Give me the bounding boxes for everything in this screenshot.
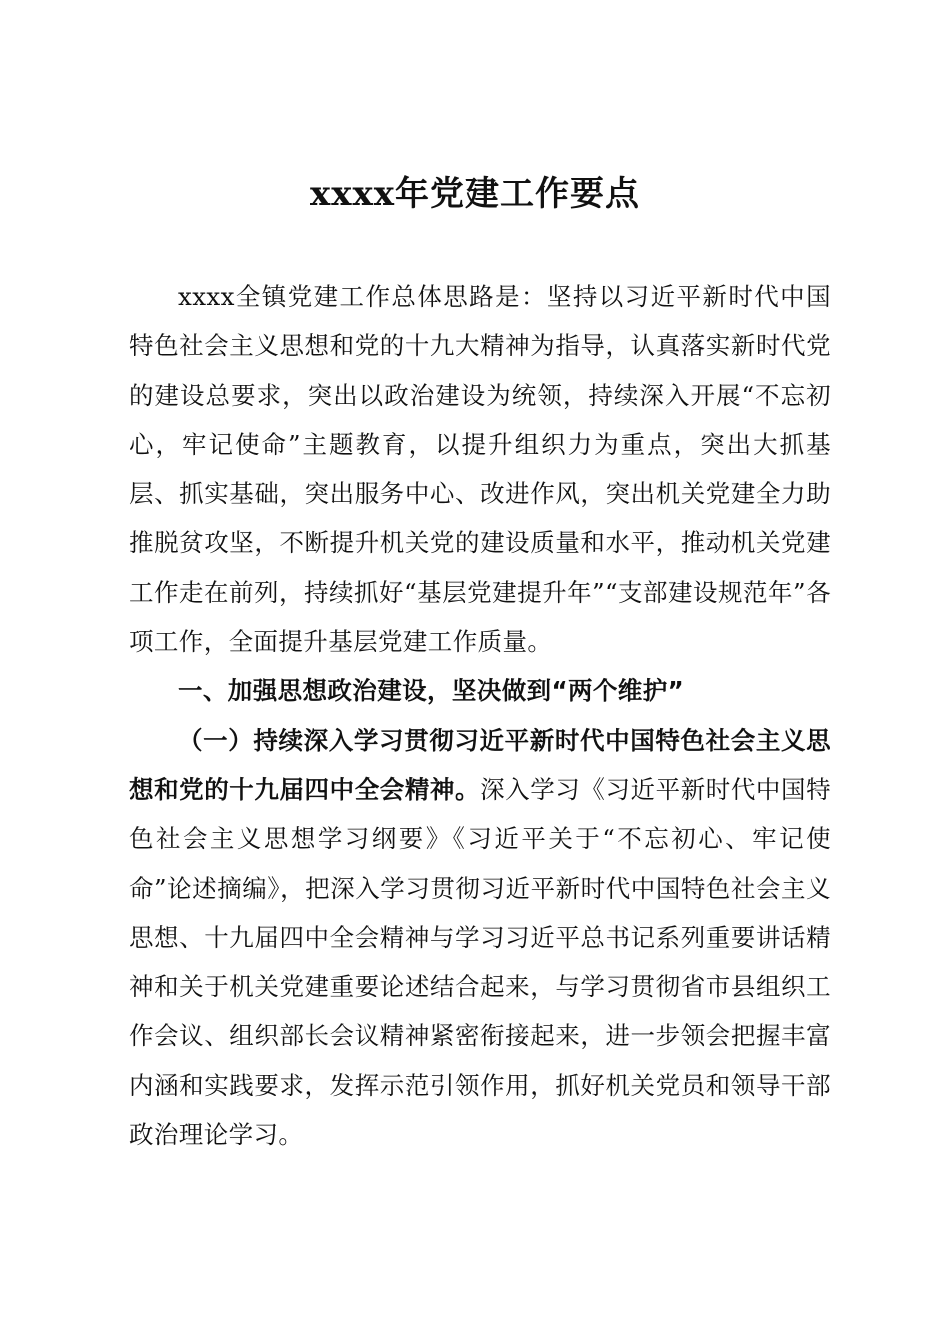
intro-paragraph: xxxx全镇党建工作总体思路是：坚持以习近平新时代中国特色社会主义思想和党的十九大精神为指导，认真落实新时代党的建设总要求，突出以政治建设为统领，持续深入开展“不忘初心，牢记使命”主题教育，以提升组织力为重点，突出大抓基层、抓实基础，突出服务中心、改进作风，突出机关党建全力助推脱贫攻坚，不断提升机关党的建设质量和水平，推动机关党建工作走在前列，持续抓好“基层党建提升年”“支部建设规范年”各项工作，全面提升基层党建工作质量。 xyxy=(129,282,831,657)
document-title: xxxx年党建工作要点 xyxy=(309,174,641,214)
section-1-item-1 xyxy=(129,716,831,1160)
document-body xyxy=(129,272,831,1159)
section-heading-1: 一、加强思想政治建设，坚决做到“两个维护” xyxy=(178,676,685,706)
item-1-heading: （一）持续深入学习贯彻习近平新时代中国特色社会主义思想和党的十九届四中全会精神。 xyxy=(129,725,831,804)
item-1-body: 深入学习《习近平新时代中国特色社会主义思想学习纲要》《习近平关于“不忘初心、牢记使命”论述摘编》，把深入学习贯彻习近平新时代中国特色社会主义思想、十九届四中全会精神与学习习近平总书记系列重要讲话精神和关于机关党建重要论述结合起来，与学习贯彻省市县组织工作会议、组织部长会议精神紧密衔接起来，进一步领会把握丰富内涵和实践要求，发挥示范引领作用，抓好机关党员和领导干部政治理论学习。 xyxy=(129,774,831,1150)
